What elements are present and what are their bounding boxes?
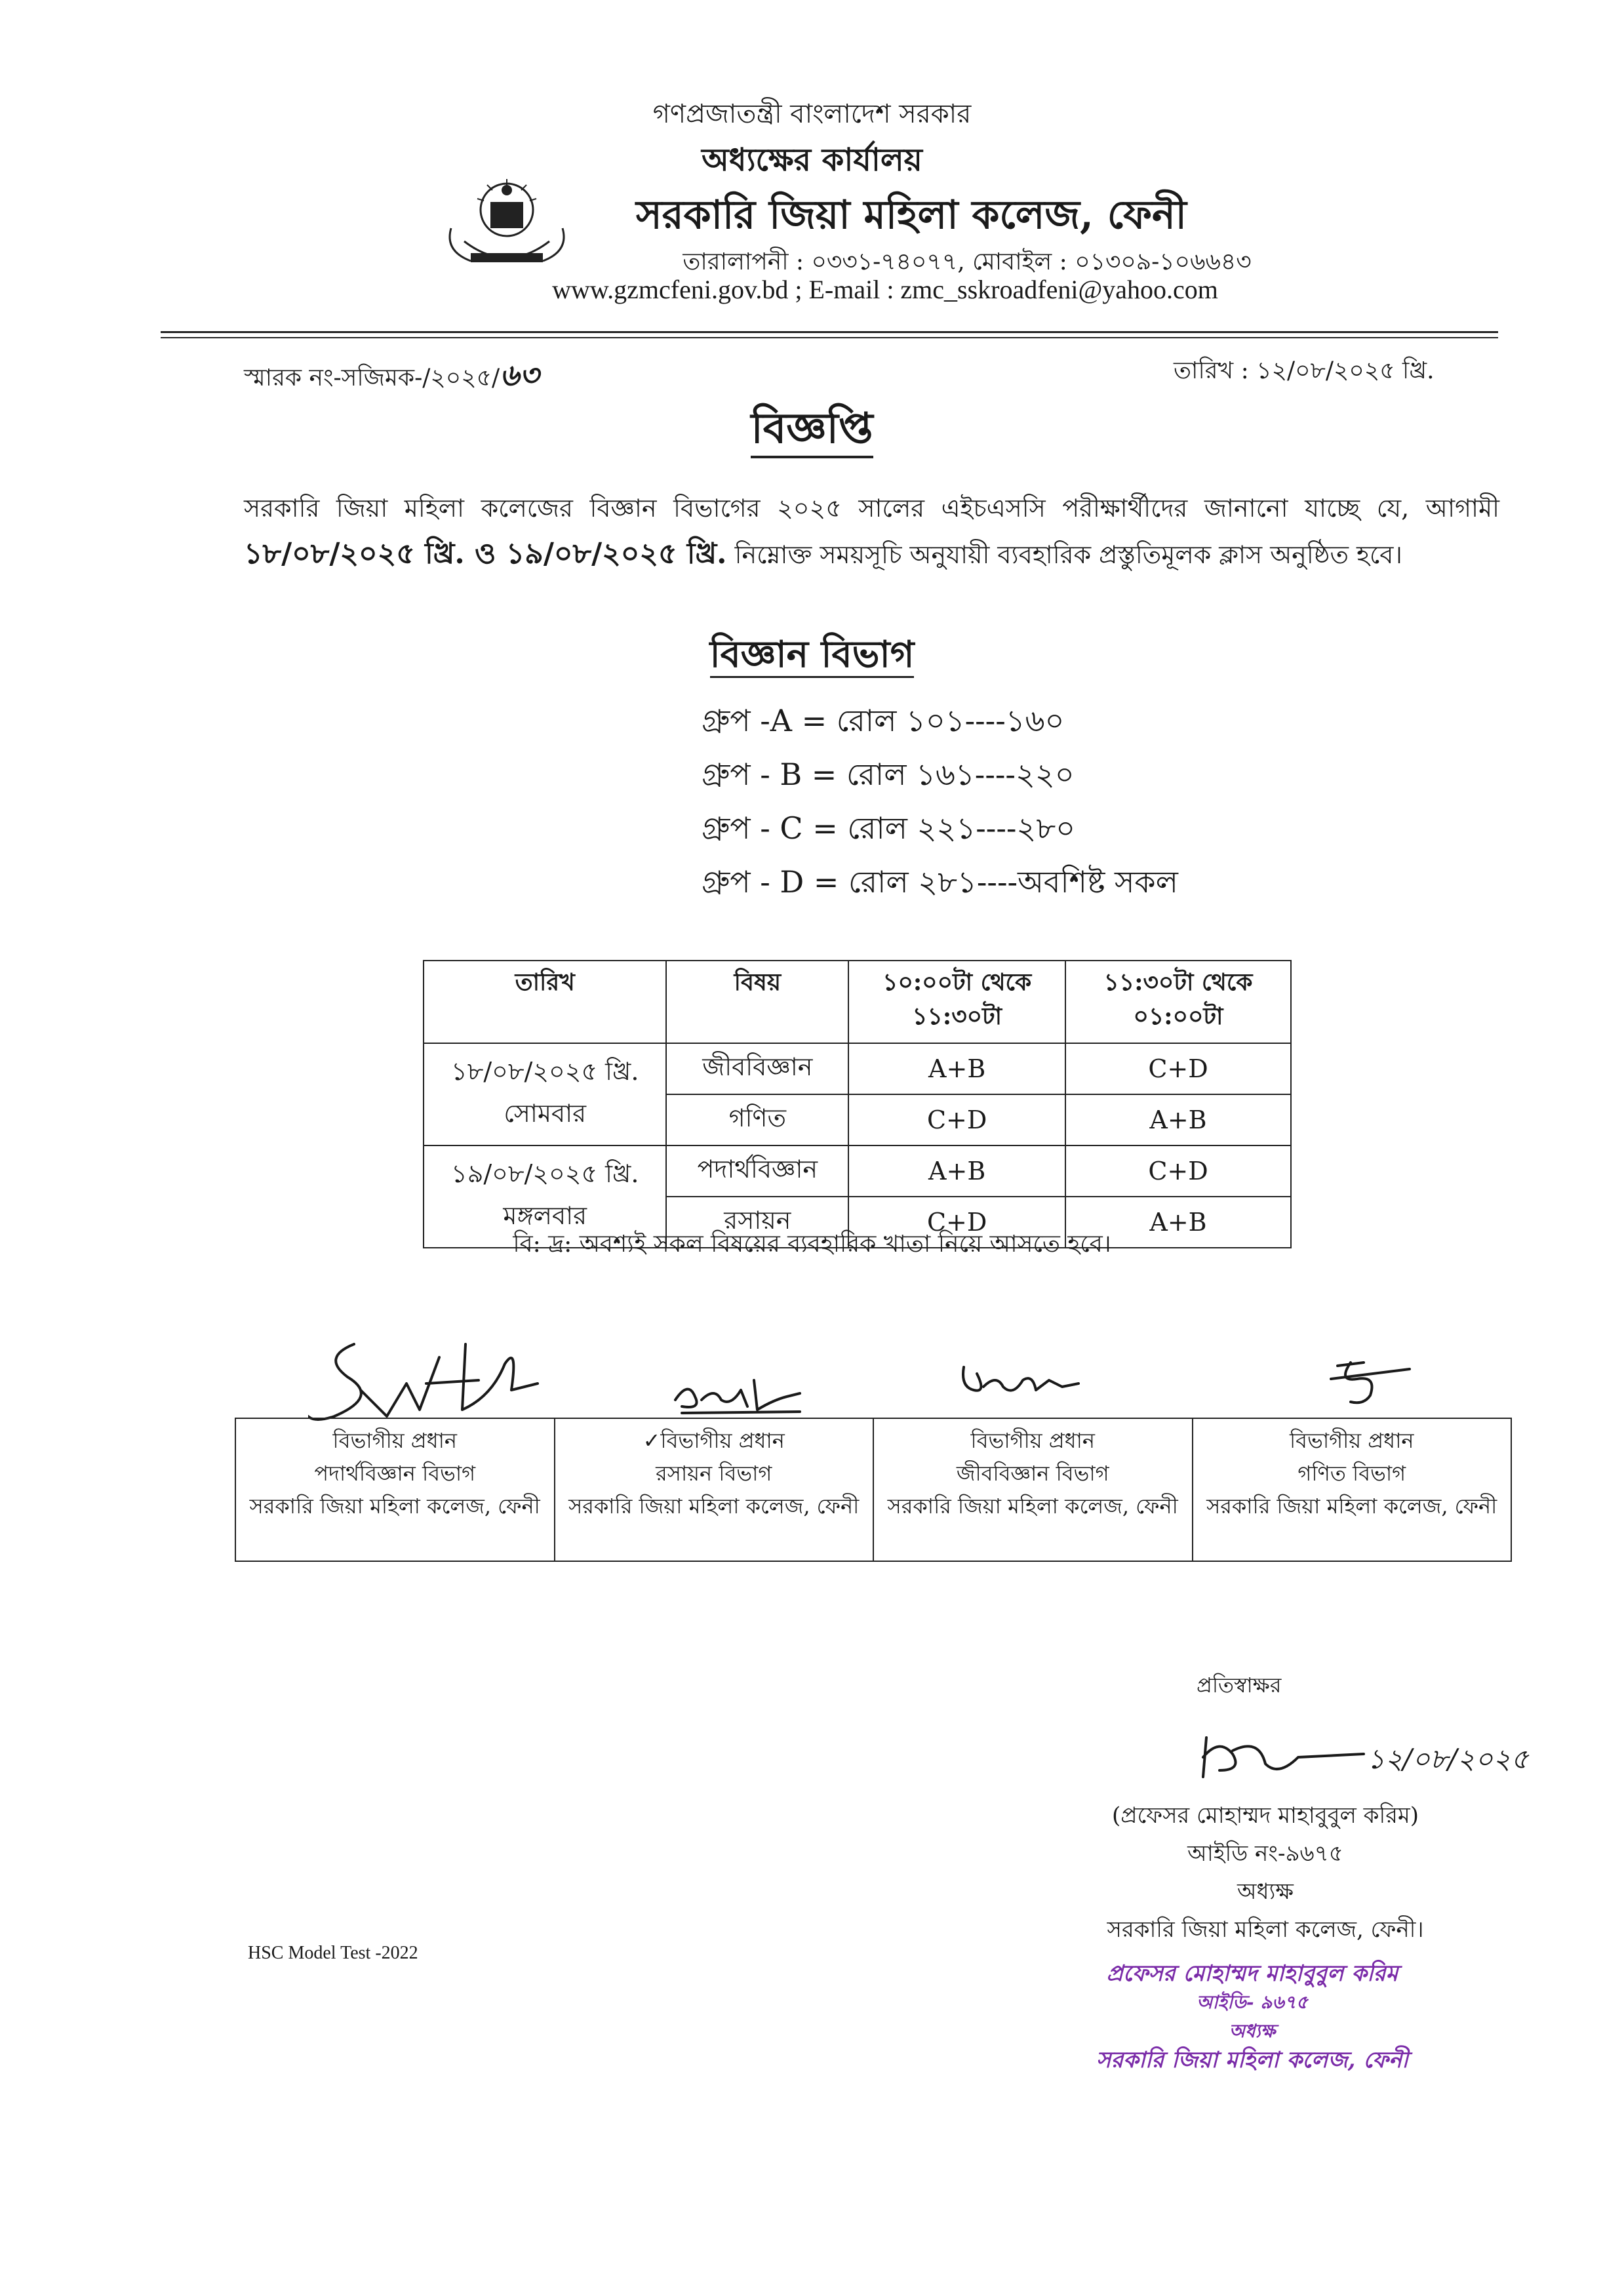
memo-number: [244, 353, 539, 403]
principal-signature: [1193, 1724, 1390, 1790]
slot1-cell: C+D: [848, 1197, 1065, 1248]
head-college: সরকারি জিয়া মহিলা কলেজ, ফেনী: [1206, 1494, 1497, 1519]
slot2-cell: C+D: [1065, 1043, 1291, 1094]
stamp-college: সরকারি জিয়া মহিলা কলেজ, ফেনী: [1096, 2047, 1408, 2073]
head-college: সরকারি জিয়া মহিলা কলেজ, ফেনী: [249, 1494, 540, 1519]
col-header-slot1: ১০:০০টা থেকে ১১:৩০টা: [848, 961, 1065, 1043]
principal-block: [1082, 1797, 1449, 1949]
footer-note: HSC Model Test -2022: [248, 1943, 418, 1963]
slot1-cell: A+B: [848, 1043, 1065, 1094]
group-item: গ্রুপ - C = রোল ২২১----২৮০: [702, 810, 1076, 846]
government-heading: গণপ্রজাতন্ত্রী বাংলাদেশ সরকার: [652, 99, 972, 129]
notice-date: তারিখ : ১২/০৮/২০২৫ খ্রি.: [1174, 357, 1435, 384]
department-heads-table: [235, 1418, 1512, 1562]
head-dept: গণিত বিভাগ: [1297, 1461, 1406, 1486]
memo-ref: স্মারক নং-সজিমক-/২০২৫/: [244, 365, 500, 391]
day-cell: [424, 1043, 666, 1145]
notice-title: [0, 397, 1624, 467]
notice-body: [244, 485, 1499, 578]
group-list: [702, 694, 1178, 909]
body-rest: নিম্নোক্ত সময়সূচি অনুযায়ী ব্যবহারিক প্রস্তুতিমূলক ক্লাস অনুষ্ঠিত হবে।: [726, 540, 1403, 569]
slot2-cell: C+D: [1065, 1145, 1291, 1197]
memo-ref-handwritten: ৬৩: [500, 357, 539, 393]
table-row: [424, 1043, 1291, 1094]
countersign-label: প্রতিস্বাক্ষর: [1197, 1673, 1282, 1698]
principal-name: (প্রফেসর মোহাম্মদ মাহাবুবুল করিম): [1111, 1802, 1419, 1829]
slot2-cell: A+B: [1065, 1197, 1291, 1248]
day-date: ১৮/০৮/২০২৫ খ্রি.: [451, 1057, 639, 1086]
schedule-table: [423, 960, 1292, 1248]
head-title: বিভাগীয় প্রধান: [1290, 1428, 1414, 1453]
contact-info: তারালাপনী : ০৩৩১-৭৪০৭৭, মোবাইল : ০১৩০৯-১০৬৬৪৩: [683, 249, 1252, 275]
subject-cell: গণিত: [666, 1094, 848, 1145]
body-prefix: আগামী: [1425, 494, 1499, 523]
group-item: গ্রুপ - D = রোল ২৮১----অবশিষ্ট সকল: [702, 864, 1178, 900]
stamp-designation: অধ্যক্ষ: [1229, 2020, 1276, 2042]
day-date: ১৯/০৮/২০২৫ খ্রি.: [451, 1159, 639, 1188]
table-row: [235, 1418, 1511, 1561]
stamp-name: প্রফেসর মোহাম্মদ মাহাবুবুল করিম: [1106, 1961, 1398, 1987]
head-cell-chemistry: [555, 1418, 874, 1561]
special-note: বি: দ্র: অবশ্যই সকল বিষয়ের ব্যবহারিক খাতা নিয়ে আসতে হবে।: [513, 1231, 1111, 1258]
head-dept: রসায়ন বিভাগ: [656, 1461, 772, 1486]
table-row: [424, 1145, 1291, 1197]
web-email: www.gzmcfeni.gov.bd ; E-mail : zmc_sskroadfeni@yahoo.com: [552, 275, 1218, 304]
department-heading: [0, 626, 1624, 688]
subject-cell: জীববিজ্ঞান: [666, 1043, 848, 1094]
subject-cell: পদার্থবিজ্ঞান: [666, 1145, 848, 1197]
college-name: সরকারি জিয়া মহিলা কলেজ, ফেনী: [636, 192, 1187, 238]
group-item: গ্রুপ -A = রোল ১০১----১৬০: [702, 703, 1065, 738]
head-dept: পদার্থবিজ্ঞান বিভাগ: [314, 1461, 476, 1486]
head-college: সরকারি জিয়া মহিলা কলেজ, ফেনী: [568, 1494, 860, 1519]
body-line1: সরকারি জিয়া মহিলা কলেজের বিজ্ঞান বিভাগের ২০২৫ সালের এইচএসসি পরীক্ষার্থীদের জানানো যাচ্ছে যে,: [244, 494, 1410, 523]
notice-title-text: বিজ্ঞপ্তি: [751, 404, 873, 458]
office-heading: অধ্যক্ষের কার্যালয়: [702, 142, 922, 178]
table-header-row: [424, 961, 1291, 1043]
head-title: বিভাগীয় প্রধান: [970, 1428, 1095, 1453]
slot2-cell: A+B: [1065, 1094, 1291, 1145]
stamp-id: আইডি- ৯৬৭৫: [1197, 1991, 1308, 2013]
signature-math-head: [1324, 1356, 1423, 1408]
principal-id: আইডি নং-৯৬৭৫: [1187, 1841, 1343, 1867]
col-header-subject: বিষয়: [666, 961, 848, 1043]
subject-cell: রসায়ন: [666, 1197, 848, 1248]
principal-stamp: [1056, 1959, 1449, 2075]
principal-college: সরকারি জিয়া মহিলা কলেজ, ফেনী।: [1107, 1917, 1424, 1943]
head-title: বিভাগীয় প্রধান: [332, 1428, 457, 1453]
day-weekday: মঙ্গলবার: [503, 1201, 587, 1230]
head-cell-biology: [873, 1418, 1193, 1561]
body-dates: ১৮/০৮/২০২৫ খ্রি. ও ১৯/০৮/২০২৫ খ্রি.: [244, 537, 727, 570]
department-heading-text: বিজ্ঞান বিভাগ: [710, 633, 915, 678]
col-header-date: তারিখ: [424, 961, 666, 1043]
slot1-cell: C+D: [848, 1094, 1065, 1145]
head-cell-physics: [235, 1418, 555, 1561]
slot1-cell: A+B: [848, 1145, 1065, 1197]
head-title: ✓বিভাগীয় প্রধান: [643, 1428, 785, 1453]
header-divider-inner: [161, 337, 1498, 338]
head-cell-math: [1193, 1418, 1512, 1561]
principal-designation: অধ্যক্ষ: [1237, 1879, 1294, 1905]
signature-biology-head: [957, 1361, 1088, 1406]
day-weekday: সোমবার: [504, 1099, 587, 1128]
header-divider: [161, 331, 1498, 333]
head-dept: জীববিজ্ঞান বিভাগ: [956, 1461, 1109, 1486]
group-item: গ্রুপ - B = রোল ১৬১----২২০: [702, 757, 1075, 792]
head-college: সরকারি জিয়া মহিলা কলেজ, ফেনী: [887, 1494, 1178, 1519]
col-header-slot2: ১১:৩০টা থেকে ০১:০০টা: [1065, 961, 1291, 1043]
signature-chemistry-head: [669, 1367, 813, 1420]
signature-date: ১২/০৮/২০২৫: [1367, 1743, 1529, 1775]
